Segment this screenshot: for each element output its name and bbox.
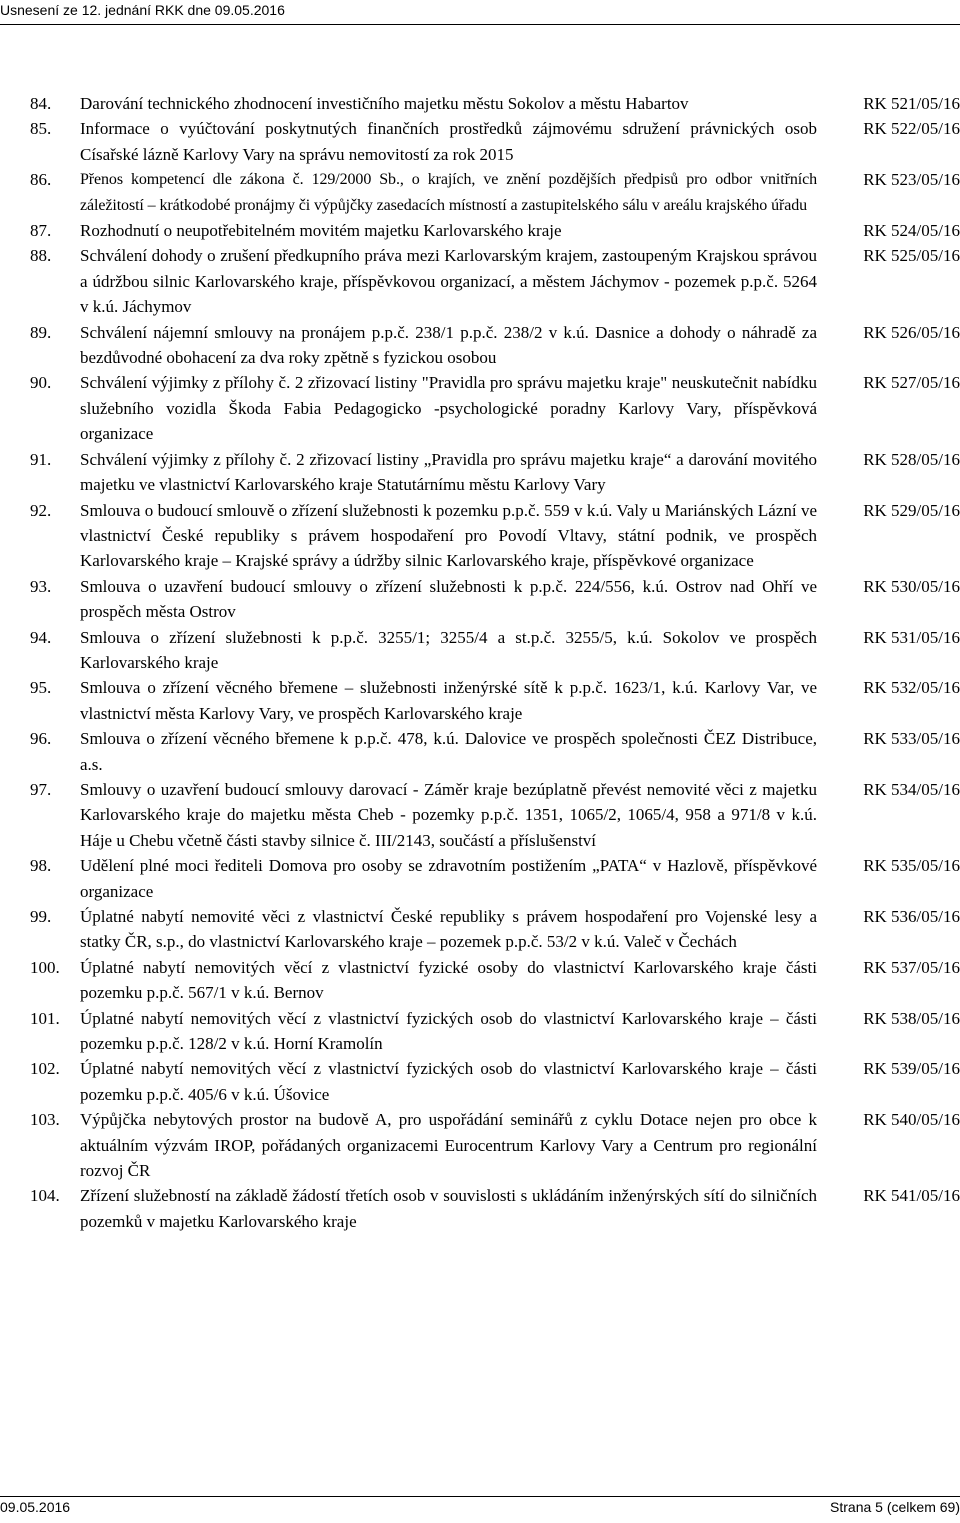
list-item	[30, 1006, 960, 1057]
item-text: Udělení plné moci řediteli Domova pro osoby se zdravotním postižením „PATA“ v Hazlově, příspěvkové organizace	[80, 856, 817, 901]
resolution-number: RK 521/05/16	[863, 94, 960, 113]
item-number: 95.	[30, 678, 52, 698]
resolution-number: RK 539/05/16	[863, 1059, 960, 1079]
item-number: 89.	[30, 322, 52, 342]
item-text: Smlouvy o uzavření budoucí smlouvy darovací - Záměr kraje bezúplatně převést nemovité věci z majetku Karlovarského kraje do majetku města Cheb - pozemky p.p.č. 1351, 1065/2, 1065/4, 958 a 971/8 v k.ú. Háje u Chebu včetně části stavby silnice č. III/2143, součástí a příslušenství	[80, 779, 817, 850]
item-number: 90.	[30, 373, 52, 393]
item-number: 93.	[30, 576, 52, 596]
item-number: 91.	[30, 449, 52, 469]
item-text: Schválení nájemní smlouvy na pronájem p.p.č. 238/1 p.p.č. 238/2 v k.ú. Dasnice a dohody o náhradě za bezdůvodné obohacení za dva roky zpětně s fyzickou osobou	[80, 322, 817, 368]
resolution-number: RK 541/05/16	[863, 1186, 960, 1206]
list-item	[30, 116, 960, 167]
resolution-number: RK 522/05/16	[863, 119, 960, 139]
resolution-number: RK 529/05/16	[863, 500, 960, 520]
item-number: 100.	[30, 957, 60, 977]
list-item	[30, 447, 960, 498]
list-item	[30, 853, 960, 904]
list-item	[30, 91, 960, 116]
list-item	[30, 218, 960, 243]
item-text: Úplatné nabytí nemovitých věcí z vlastnictví fyzických osob do vlastnictví Karlovarského kraje – části pozemku p.p.č. 405/6 v k.ú. Úšovice	[80, 1059, 817, 1104]
list-item	[30, 1056, 960, 1107]
item-text: Úplatné nabytí nemovitých věcí z vlastnictví fyzické osoby do vlastnictví Karlovarského kraje části pozemku p.p.č. 567/1 v k.ú. Bernov	[80, 957, 817, 1003]
resolution-number: RK 525/05/16	[863, 246, 960, 266]
item-text: Smlouva o uzavření budoucí smlouvy o zřízení služebnosti k p.p.č. 224/556, k.ú. Ostrov nad Ohří ve prospěch města Ostrov	[80, 576, 817, 622]
page-footer	[0, 1499, 960, 1515]
list-item	[30, 167, 960, 218]
item-text: Výpůjčka nebytových prostor na budově A, pro uspořádání seminářů z cyklu Dotace nejen pro obce k aktuálním výzvám IROP, pořádaných organizacemi Eurocentrum Karlovy Vary a Centrum pro regionální rozvoj ČR	[80, 1110, 817, 1181]
item-number: 84.	[30, 94, 52, 113]
item-text: Smlouva o budoucí smlouvě o zřízení služebnosti k pozemku p.p.č. 559 v k.ú. Valy u Mariánských Lázní ve vlastnictví České republiky s právem hospodaření pro Povodí Vltavy, státní podnik, ve prospěch Karlovarského kraje – Krajské správy a údržby silnic Karlovarského kraje, příspěvkové organizace	[80, 500, 817, 571]
item-number: 103.	[30, 1110, 60, 1130]
header-title: Usnesení ze 12. jednání RKK dne 09.05.2016	[0, 2, 285, 18]
resolution-number: RK 536/05/16	[863, 907, 960, 926]
item-number: 94.	[30, 627, 52, 647]
resolution-number: RK 530/05/16	[863, 576, 960, 596]
item-text: Darování technického zhodnocení investičního majetku městu Sokolov a městu Habartov	[80, 94, 689, 113]
resolution-number: RK 537/05/16	[863, 957, 960, 977]
resolution-number: RK 528/05/16	[863, 449, 960, 469]
resolution-number: RK 524/05/16	[863, 221, 960, 241]
list-item	[30, 243, 960, 319]
list-item	[30, 726, 960, 777]
header-divider	[0, 24, 960, 25]
item-number: 85.	[30, 119, 52, 139]
item-text: Smlouva o zřízení věcného břemene k p.p.č. 478, k.ú. Dalovice ve prospěch společnosti ČEZ Distribuce, a.s.	[80, 729, 817, 774]
item-text: Informace o vyúčtování poskytnutých finančních prostředků zájmovému sdružení právnických osob Císařské lázně Karlovy Vary na správu nemovitostí za rok 2015	[80, 119, 817, 164]
resolution-number: RK 532/05/16	[863, 678, 960, 698]
item-text: Smlouva o zřízení služebnosti k p.p.č. 3255/1; 3255/4 a st.p.č. 3255/5, k.ú. Sokolov ve prospěch Karlovarského kraje	[80, 627, 817, 672]
resolution-number: RK 535/05/16	[863, 856, 960, 876]
resolution-number: RK 540/05/16	[863, 1110, 960, 1130]
item-text: Rozhodnutí o neupotřebitelném movitém majetku Karlovarského kraje	[80, 221, 562, 241]
item-number: 104.	[30, 1186, 60, 1206]
item-number: 99.	[30, 907, 52, 926]
item-text: Úplatné nabytí nemovitých věcí z vlastnictví fyzických osob do vlastnictví Karlovarského kraje – části pozemku p.p.č. 128/2 v k.ú. Horní Kramolín	[80, 1008, 817, 1054]
list-item	[30, 370, 960, 446]
resolution-number: RK 533/05/16	[863, 729, 960, 749]
item-number: 101.	[30, 1008, 60, 1028]
resolution-number: RK 523/05/16	[863, 170, 960, 190]
list-item	[30, 625, 960, 676]
item-number: 97.	[30, 779, 52, 799]
item-number: 102.	[30, 1059, 60, 1079]
resolution-number: RK 526/05/16	[863, 322, 960, 342]
item-text: Smlouva o zřízení věcného břemene – služebnosti inženýrské sítě k p.p.č. 1623/1, k.ú. Karlovy Var, ve vlastnictví města Karlovy Vary, ve prospěch Karlovarského kraje	[80, 678, 817, 723]
item-text: Zřízení služebností na základě žádostí třetích osob v souvislosti s ukládáním inženýrských sítí do silničních pozemků v majetku Karlovarského kraje	[80, 1186, 817, 1231]
list-item	[30, 777, 960, 853]
item-text: Schválení výjimky z přílohy č. 2 zřizovací listiny "Pravidla pro správu majetku kraje" neuskutečnit nabídku služebního vozidla Škoda Fabia Pedagogicko -psychologické poradny Karlovy Vary, příspěvková organizace	[80, 373, 817, 444]
list-item	[30, 904, 960, 955]
resolution-number: RK 527/05/16	[863, 373, 960, 393]
resolution-list	[30, 91, 960, 1234]
item-text: Přenos kompetencí dle zákona č. 129/2000 Sb., o krajích, ve znění pozdějších předpisů pro odbor vnitřních záležitostí – krátkodobé pronájmy či výpůjčky zasedacích místností a zastupitelského sálu v areálu krajského úřadu	[80, 171, 817, 214]
item-number: 92.	[30, 500, 52, 520]
item-number: 96.	[30, 729, 52, 749]
list-item	[30, 955, 960, 1006]
item-text: Úplatné nabytí nemovité věci z vlastnictví České republiky s právem hospodaření pro Vojenské lesy a statky ČR, s.p., do vlastnictví Karlovarského kraje – pozemek p.p.č. 53/2 v k.ú. Valeč v Čechách	[80, 907, 817, 952]
item-number: 98.	[30, 856, 52, 876]
footer-date: 09.05.2016	[0, 1499, 71, 1515]
resolution-number: RK 538/05/16	[863, 1008, 960, 1028]
item-text: Schválení dohody o zrušení předkupního práva mezi Karlovarským krajem, zastoupeným Krajskou správou a údržbou silnic Karlovarského kraje, příspěvkovou organizací, a městem Jáchymov - pozemek p.p.č. 5264 v k.ú. Jáchymov	[80, 246, 817, 317]
item-number: 87.	[30, 221, 52, 241]
item-number: 88.	[30, 246, 52, 266]
item-text: Schválení výjimky z přílohy č. 2 zřizovací listiny „Pravidla pro správu majetku kraje“ a darování movitého majetku ve vlastnictví Karlovarského kraje Statutárnímu městu Karlovy Vary	[80, 449, 817, 495]
resolution-number: RK 534/05/16	[863, 779, 960, 799]
list-item	[30, 675, 960, 726]
list-item	[30, 320, 960, 371]
list-item	[30, 1183, 960, 1234]
footer-divider	[0, 1496, 960, 1497]
page-number: Strana 5 (celkem 69)	[830, 1499, 960, 1515]
item-number: 86.	[30, 170, 52, 190]
list-item	[30, 574, 960, 625]
page-header	[0, 2, 960, 18]
list-item	[30, 498, 960, 574]
resolution-number: RK 531/05/16	[863, 627, 960, 647]
list-item	[30, 1107, 960, 1183]
